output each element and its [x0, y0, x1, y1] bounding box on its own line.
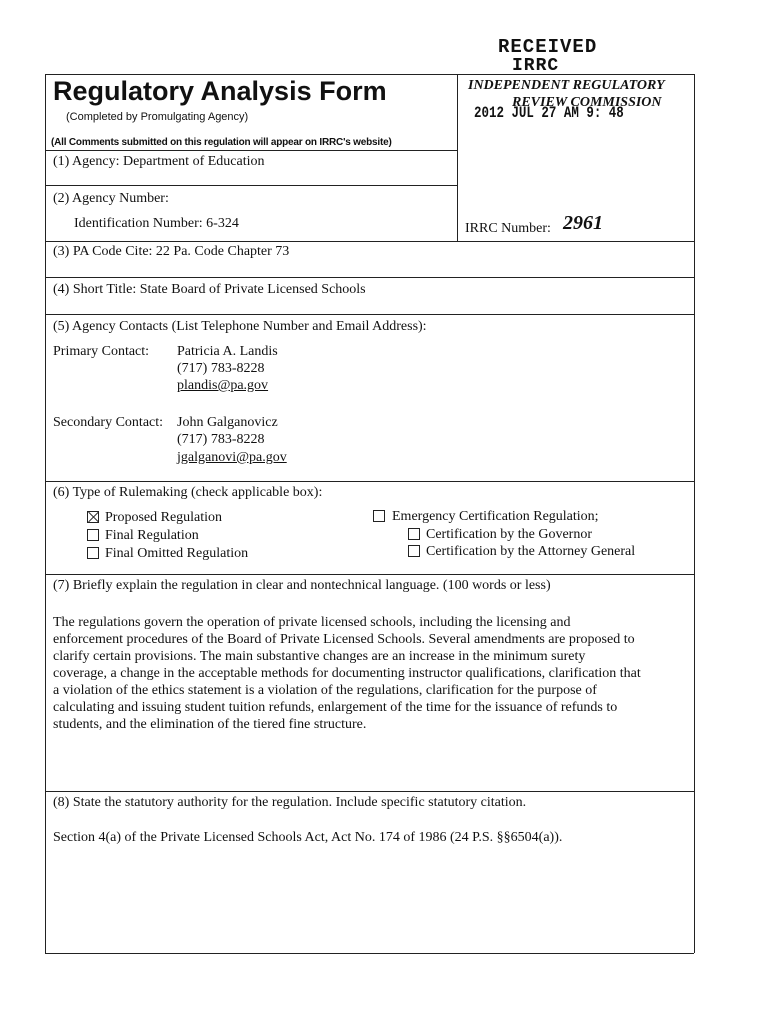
explain-line: a violation of the ethics statement is a violation of the regulations, clarification for the purpose of — [53, 683, 597, 698]
row-divider-6 — [45, 481, 694, 482]
agency-row-divider — [45, 185, 457, 186]
primary-contact-phone: (717) 783-8228 — [177, 361, 265, 376]
proposed-regulation-label: Proposed Regulation — [105, 510, 223, 525]
identification-number: Identification Number: 6-324 — [74, 216, 239, 231]
form-right-border — [694, 74, 695, 953]
explain-line: enforcement procedures of the Board of Private Licensed Schools. Several amendments are proposed to — [53, 632, 635, 647]
row-divider-8 — [45, 791, 694, 792]
agency-field: (1) Agency: Department of Education — [53, 154, 265, 169]
irrc-number-value: 2961 — [563, 212, 603, 234]
explain-line: The regulations govern the operation of private licensed schools, including the licensing and — [53, 615, 571, 630]
explain-line: clarify certain provisions. The main substantive changes are an increase in the minimum surety — [53, 649, 586, 664]
secondary-contact-label: Secondary Contact: — [53, 415, 164, 430]
commission-line-1: INDEPENDENT REGULATORY — [468, 78, 665, 93]
form-bottom-border — [45, 953, 694, 954]
commission-line-2: REVIEW COMMISSION — [512, 95, 662, 110]
page-title: Regulatory Analysis Form — [53, 76, 387, 106]
rulemaking-label: (6) Type of Rulemaking (check applicable box): — [53, 485, 323, 500]
form-left-border — [45, 74, 46, 953]
form-top-border — [45, 74, 694, 75]
row-divider-7 — [45, 574, 694, 575]
final-regulation-label: Final Regulation — [105, 528, 199, 543]
comments-note: (All Comments submitted on this regulation will appear on IRRC's website) — [51, 137, 392, 148]
row-divider-5 — [45, 314, 694, 315]
agency-number-label: (2) Agency Number: — [53, 191, 169, 206]
irrc-number-label: IRRC Number: — [465, 221, 551, 236]
final-omitted-regulation-checkbox[interactable] — [87, 547, 99, 559]
date-stamp: 2012 JUL 27 AM 9: 48 — [474, 104, 624, 122]
primary-contact-email[interactable]: plandis@pa.gov — [177, 378, 269, 393]
attorney-general-certification-label: Certification by the Attorney General — [426, 544, 636, 559]
authority-label: (8) State the statutory authority for the regulation. Include specific statutory citation. — [53, 795, 527, 810]
primary-contact-name: Patricia A. Landis — [177, 344, 278, 359]
proposed-regulation-checkbox[interactable] — [87, 511, 99, 523]
explain-line: students, and the elimination of the tiered fine structure. — [53, 717, 367, 732]
secondary-contact-phone: (717) 783-8228 — [177, 432, 265, 447]
header-divider — [457, 74, 458, 241]
comments-note-divider — [45, 150, 457, 151]
explain-line: calculating and issuing student tuition refunds, enlargement of the time for the issuance of refunds to — [53, 700, 618, 715]
emergency-certification-checkbox[interactable] — [373, 510, 385, 522]
governor-certification-checkbox[interactable] — [408, 528, 420, 540]
row-divider-3 — [45, 241, 694, 242]
secondary-contact-email[interactable]: jgalganovi@pa.gov — [177, 450, 287, 465]
received-stamp: RECEIVED — [498, 36, 598, 58]
contacts-label: (5) Agency Contacts (List Telephone Number and Email Address): — [53, 319, 427, 334]
emergency-certification-label: Emergency Certification Regulation; — [392, 509, 599, 524]
primary-contact-label: Primary Contact: — [53, 344, 150, 359]
final-regulation-checkbox[interactable] — [87, 529, 99, 541]
irrc-stamp: IRRC — [512, 56, 560, 76]
pa-code-field: (3) PA Code Cite: 22 Pa. Code Chapter 73 — [53, 244, 290, 259]
authority-text: Section 4(a) of the Private Licensed Schools Act, Act No. 174 of 1986 (24 P.S. §§6504(a)). — [53, 830, 563, 845]
attorney-general-certification-checkbox[interactable] — [408, 545, 420, 557]
row-divider-4 — [45, 277, 694, 278]
page-subtitle: (Completed by Promulgating Agency) — [66, 111, 249, 123]
short-title-field: (4) Short Title: State Board of Private Licensed Schools — [53, 282, 366, 297]
governor-certification-label: Certification by the Governor — [426, 527, 593, 542]
explain-line: coverage, a change in the acceptable methods for documenting instructor qualifications, clarification that — [53, 666, 641, 681]
explain-label: (7) Briefly explain the regulation in clear and nontechnical language. (100 words or less) — [53, 578, 551, 593]
secondary-contact-name: John Galganovicz — [177, 415, 278, 430]
final-omitted-regulation-label: Final Omitted Regulation — [105, 546, 249, 561]
